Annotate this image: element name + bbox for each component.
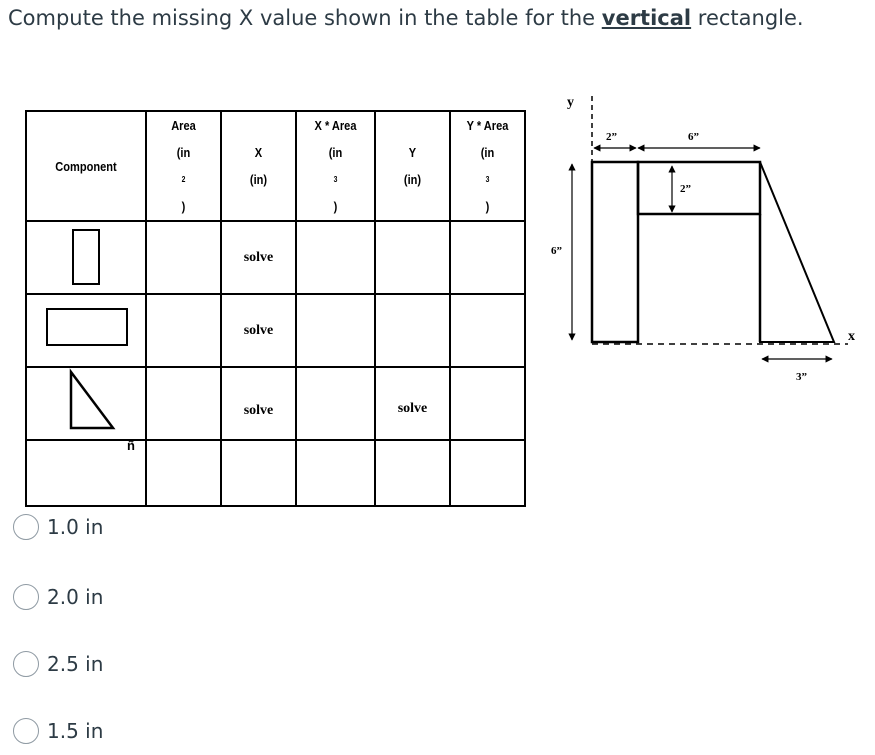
header-y-area: Y * Area (in 3 ) — [456, 111, 520, 221]
cell-area — [146, 294, 221, 367]
horizontal-rectangle — [638, 162, 760, 214]
triangle — [760, 162, 834, 342]
horizontal-rectangle-shape — [27, 295, 145, 361]
question-prefix: Compute the missing X value shown in the table for the — [8, 6, 602, 30]
answer-label: 1.5 in — [47, 719, 104, 743]
dim-height: 6” — [551, 245, 562, 257]
cell-x-area — [296, 440, 375, 506]
answer-label: 2.5 in — [47, 652, 104, 676]
answer-option-1[interactable] — [13, 514, 103, 540]
answer-option-3[interactable] — [13, 651, 103, 677]
answer-option-4[interactable] — [13, 718, 103, 744]
centroid-table — [25, 110, 526, 507]
cell-area — [146, 440, 221, 506]
dim-bottom: 3” — [796, 371, 807, 383]
axis-y-label: y — [567, 95, 574, 110]
cell-area — [146, 367, 221, 440]
table-row — [26, 440, 525, 506]
cell-y — [375, 294, 450, 367]
cell-x-area — [296, 294, 375, 367]
stray-mark: ñ — [127, 438, 135, 453]
cell-y-solve: solve — [375, 367, 450, 440]
cell-area — [146, 221, 221, 294]
dim-inner: 2” — [680, 183, 691, 195]
cell-y-area — [450, 367, 525, 440]
question-text — [8, 6, 804, 30]
header-component: Component — [35, 111, 137, 221]
header-x: X (in) — [227, 111, 291, 221]
table-row — [26, 294, 525, 367]
axis-x-label: x — [848, 329, 855, 344]
question-emphasis: vertical — [601, 6, 692, 30]
cell-y — [375, 440, 450, 506]
dim-top-left: 2” — [606, 131, 617, 143]
table-row — [26, 367, 525, 440]
triangle-shape — [27, 368, 145, 434]
radio-button[interactable] — [13, 514, 39, 540]
cell-y — [375, 221, 450, 294]
answer-option-2[interactable] — [13, 584, 103, 610]
radio-button[interactable] — [13, 651, 39, 677]
table-header-row — [26, 111, 525, 221]
cell-x-solve: solve — [221, 221, 296, 294]
composite-shape-diagram — [540, 88, 860, 398]
radio-button[interactable] — [13, 584, 39, 610]
header-x-area: X * Area (in 3 ) — [302, 111, 369, 221]
dim-top-right: 6” — [688, 131, 699, 143]
cell-x-area — [296, 221, 375, 294]
component-triangle — [26, 367, 146, 453]
cell-y-area — [450, 294, 525, 367]
cell-y-area — [450, 221, 525, 294]
vertical-rectangle-shape — [27, 222, 145, 288]
header-area: Area (in 2 ) — [152, 111, 216, 221]
radio-button[interactable] — [13, 718, 39, 744]
header-y: Y (in) — [381, 111, 445, 221]
cell-x-solve: solve — [221, 294, 296, 367]
cell-x — [221, 440, 296, 506]
answer-label: 2.0 in — [47, 585, 104, 609]
cell-y-area — [450, 440, 525, 506]
vertical-rectangle — [592, 162, 638, 342]
table-row — [26, 221, 525, 294]
component-horizontal-rectangle — [26, 294, 146, 367]
component-vertical-rectangle — [26, 221, 146, 294]
question-suffix: rectangle. — [691, 6, 804, 30]
answer-label: 1.0 in — [47, 515, 104, 539]
cell-x-solve: solve — [221, 367, 296, 440]
cell-x-area — [296, 367, 375, 440]
